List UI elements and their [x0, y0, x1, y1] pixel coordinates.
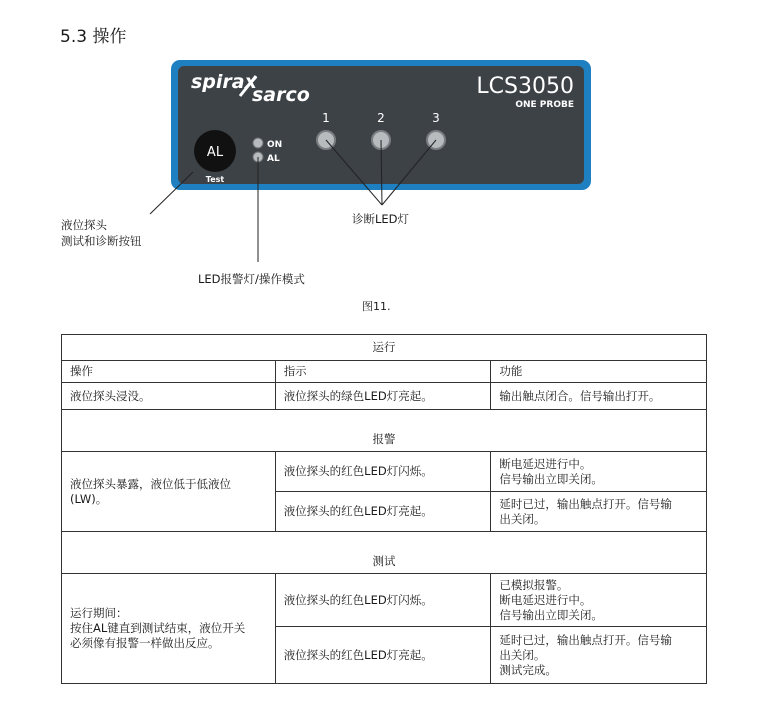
alarm-function-2-line1: 延时已过，输出触点打开。信号输 [499, 496, 672, 511]
run-indication: 液位探头的绿色LED灯亮起。 [275, 383, 491, 410]
test-label: Test [205, 175, 225, 184]
alarm-indication-1: 液位探头的红色LED灯闪烁。 [275, 452, 491, 492]
led-on [253, 138, 263, 148]
test-function-2-line3: 测试完成。 [499, 662, 557, 677]
test-function-2-line1: 延时已过，输出触点打开。信号输 [499, 632, 672, 647]
test-function-1-line1: 已模拟报警。 [499, 577, 569, 592]
section-run: 运行 [62, 335, 707, 361]
test-function-1-line3: 信号输出立即关闭。 [499, 607, 603, 622]
alarm-function-1 [491, 452, 707, 492]
alarm-indication-2: 液位探头的红色LED灯亮起。 [275, 492, 491, 532]
test-indication-1: 液位探头的红色LED灯闪烁。 [275, 574, 491, 627]
al-button-label: AL [206, 145, 224, 160]
device-panel-figure [0, 0, 767, 300]
led-number-3: 3 [432, 111, 440, 125]
header-operation: 操作 [62, 361, 276, 383]
run-function: 输出触点闭合。信号输出打开。 [491, 383, 707, 410]
led-on-label: ON [267, 140, 283, 150]
test-function-1-line2: 断电延迟进行中。 [499, 592, 592, 607]
callout-diagnostic-leds: 诊断LED灯 [352, 212, 410, 226]
model-name: LCS3050 [476, 74, 574, 99]
operation-table [61, 334, 707, 684]
test-condition-line2: 按住AL键直到测试结束，液位开关 [70, 621, 246, 635]
table-row [62, 383, 707, 410]
alarm-function-2-line2: 出关闭。 [499, 511, 546, 526]
callout-led-mode: LED报警灯/操作模式 [198, 272, 305, 286]
led-number-2: 2 [377, 111, 385, 125]
brand-logo-line2: sarco [252, 84, 310, 106]
callout-probe-line1: 液位探头 [61, 218, 107, 232]
header-function: 功能 [491, 361, 707, 383]
test-function-2-line2: 出关闭。 [499, 647, 546, 662]
test-function-2 [491, 627, 707, 684]
run-operation: 液位探头浸没。 [62, 383, 276, 410]
section-alarm: 报警 [62, 410, 707, 452]
alarm-function-1-line1: 断电延迟进行中。 [499, 456, 592, 471]
model-subtitle: ONE PROBE [515, 100, 574, 110]
table-row [62, 452, 707, 492]
callout-probe [61, 217, 142, 249]
brand-logo-line1: spirax [191, 71, 257, 93]
table-row [62, 574, 707, 627]
alarm-function-1-line2: 信号输出立即关闭。 [499, 471, 603, 486]
test-indication-2: 液位探头的红色LED灯亮起。 [275, 627, 491, 684]
header-indication: 指示 [275, 361, 491, 383]
callout-probe-line2: 测试和诊断按钮 [61, 234, 142, 248]
test-condition [62, 574, 276, 684]
alarm-function-2 [491, 492, 707, 532]
led-number-1: 1 [322, 111, 330, 125]
section-title: 5.3 操作 [60, 27, 127, 47]
test-condition-line3: 必须像有报警一样做出反应。 [70, 636, 220, 650]
led-al-label: AL [267, 154, 280, 164]
section-test: 测试 [62, 532, 707, 574]
test-function-1 [491, 574, 707, 627]
alarm-condition: 液位探头暴露，液位低于低液位(LW)。 [62, 452, 276, 532]
figure-caption: 图11. [362, 300, 391, 313]
test-condition-line1: 运行期间： [70, 606, 128, 620]
